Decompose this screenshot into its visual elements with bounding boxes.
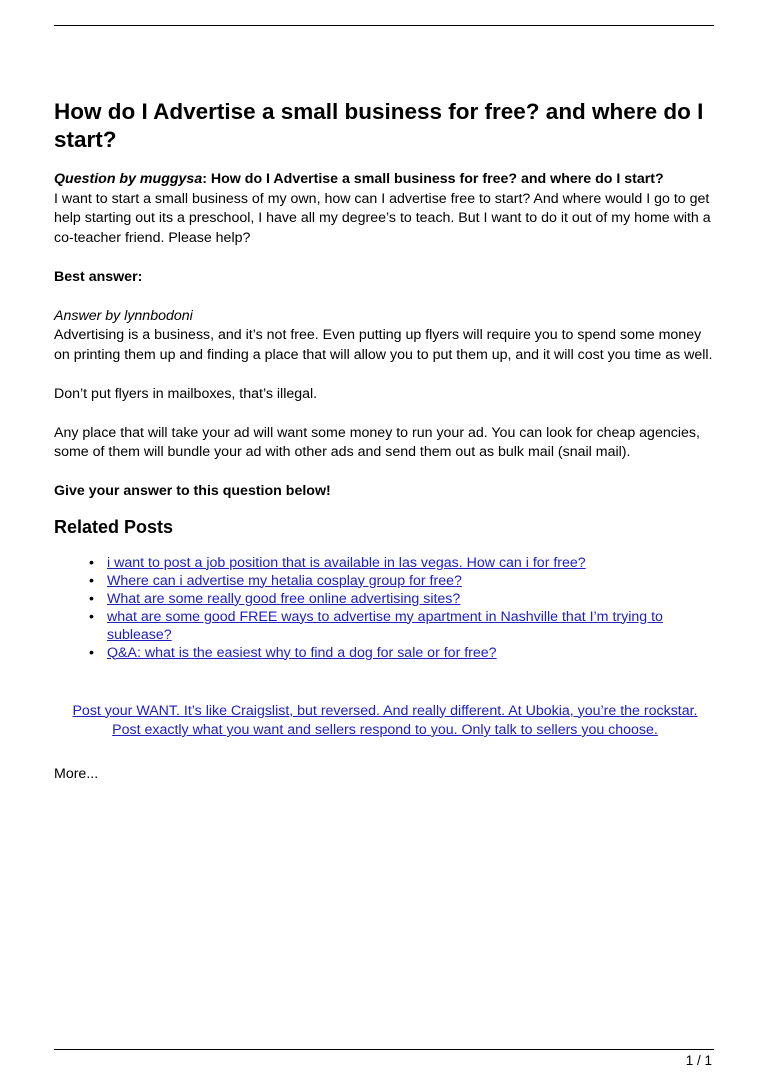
answer-author: Answer by lynnbodoni — [54, 307, 193, 324]
top-rule — [54, 25, 714, 26]
question-body: I want to start a small business of my own, how can I advertise free to start? And where would I go to get help starting out its a preschool, I have all my degree’s to teach. But I want to do it out of my home with a co-teacher friend. Please help? — [54, 190, 711, 246]
related-heading: Related Posts — [54, 516, 174, 537]
list-item: • Q&A: what is the easiest why to find a dog for sale or for free? — [89, 644, 497, 661]
document-page — [54, 98, 716, 784]
related-list — [54, 554, 716, 662]
more-text: More... — [54, 765, 99, 782]
best-answer-label: Best answer: — [54, 268, 143, 285]
page-title: How do I Advertise a small business for free? and where do I start? — [54, 99, 704, 152]
list-item: • i want to post a job position that is available in las vegas. How can i for free? — [89, 554, 586, 571]
related-link-2[interactable]: Where can i advertise my hetalia cosplay group for free? — [107, 572, 462, 589]
answer-paragraph-3: Any place that will take your ad will want some money to run your ad. You can look for cheap agencies, some of them will bundle your ad with other ads and send them out as bulk mail (snail mail). — [54, 424, 700, 460]
question-title: : How do I Advertise a small business for free? and where do I start? — [202, 171, 664, 187]
list-item: • What are some really good free online advertising sites? — [89, 590, 461, 607]
page-number: 1 / 1 — [685, 1053, 712, 1068]
answer-block — [54, 307, 716, 366]
related-link-5[interactable]: Q&A: what is the easiest why to find a dog for sale or for free? — [107, 644, 497, 661]
answer-paragraph-1: Advertising is a business, and it’s not free. Even putting up flyers will require you to spend some money on printing them up and finding a place that will allow you to put them up, and it will cost you time as well. — [54, 327, 713, 363]
list-item: • what are some good FREE ways to advertise my apartment in Nashville that I’m trying to sublease? — [89, 608, 663, 643]
answer-paragraph-2: Don’t put flyers in mailboxes, that’s illegal. — [54, 385, 318, 402]
cta-text: Give your answer to this question below! — [54, 483, 331, 499]
related-link-4[interactable]: what are some good FREE ways to advertise my apartment in Nashville that I’m trying to sublease? — [107, 608, 663, 643]
question-author: Question by muggysa — [54, 171, 203, 187]
promo-link[interactable]: Post your WANT. It’s like Craigslist, but reversed. And really different. At Ubokia, you’re the rockstar. Post exactly what you want and sellers respond to you. Only talk to sellers you choose. — [72, 702, 698, 738]
bottom-rule — [54, 1049, 714, 1050]
question-block — [54, 170, 716, 248]
related-link-3[interactable]: What are some really good free online advertising sites? — [107, 590, 461, 607]
related-link-1[interactable]: i want to post a job position that is available in las vegas. How can i for free? — [107, 554, 586, 571]
list-item: • Where can i advertise my hetalia cosplay group for free? — [89, 572, 462, 589]
